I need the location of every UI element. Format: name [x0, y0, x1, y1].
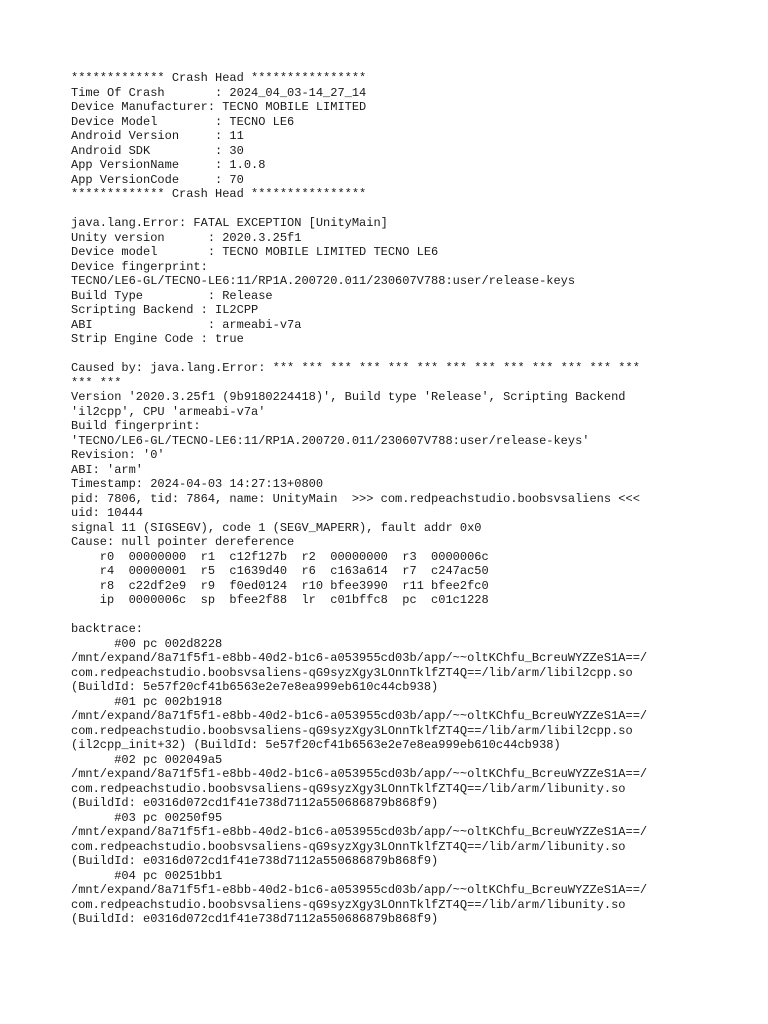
log-line: App VersionName : 1.0.8 — [71, 158, 266, 172]
log-line: #04 pc 00251bb1 — [71, 868, 223, 883]
log-line: ABI: 'arm' — [71, 462, 144, 477]
log-line: Device Manufacturer: TECNO MOBILE LIMITED — [71, 100, 367, 114]
log-line: 'il2cpp', CPU 'armeabi-v7a' — [71, 404, 266, 419]
log-line: java.lang.Error: FATAL EXCEPTION [UnityMain] — [71, 216, 388, 230]
log-line: com.redpeachstudio.boobsvsaliens-qG9syzXgy3LOnnTklfZT4Q==/lib/arm/libunity.so — [71, 781, 626, 796]
log-line: #00 pc 002d8228 — [71, 636, 223, 651]
log-line — [71, 202, 761, 217]
log-line: signal 11 (SIGSEGV), code 1 (SEGV_MAPERR), fault addr 0x0 — [71, 520, 482, 535]
log-line: Caused by: java.lang.Error: *** *** *** *** *** *** *** *** *** *** *** *** *** — [71, 361, 640, 375]
log-line: Scripting Backend : IL2CPP — [71, 303, 259, 317]
log-line: /mnt/expand/8a71f5f1-e8bb-40d2-b1c6-a053955cd03b/app/~~oltKChfu_BcreuWYZZeS1A==/ — [71, 883, 648, 897]
log-line: /mnt/expand/8a71f5f1-e8bb-40d2-b1c6-a053955cd03b/app/~~oltKChfu_BcreuWYZZeS1A==/ — [71, 709, 648, 723]
log-line: pid: 7806, tid: 7864, name: UnityMain >>> com.redpeachstudio.boobsvsaliens <<< — [71, 491, 640, 506]
log-line: Android Version : 11 — [71, 129, 244, 143]
crash-log-text — [71, 71, 761, 927]
log-line: r0 00000000 r1 c12f127b r2 00000000 r3 0000006c — [71, 549, 489, 564]
log-line: /mnt/expand/8a71f5f1-e8bb-40d2-b1c6-a053955cd03b/app/~~oltKChfu_BcreuWYZZeS1A==/ — [71, 767, 648, 781]
log-line: com.redpeachstudio.boobsvsaliens-qG9syzXgy3LOnnTklfZT4Q==/lib/arm/libil2cpp.so — [71, 723, 633, 738]
log-line: Build fingerprint: — [71, 419, 201, 433]
log-line: com.redpeachstudio.boobsvsaliens-qG9syzXgy3LOnnTklfZT4Q==/lib/arm/libunity.so — [71, 897, 626, 912]
log-line: (BuildId: e0316d072cd1f41e738d7112a550686879b868f9) — [71, 854, 439, 868]
log-line: uid: 10444 — [71, 506, 144, 520]
log-line: Time Of Crash : 2024_04_03-14_27_14 — [71, 85, 367, 100]
log-line: Timestamp: 2024-04-03 14:27:13+0800 — [71, 477, 324, 491]
log-line: com.redpeachstudio.boobsvsaliens-qG9syzXgy3LOnnTklfZT4Q==/lib/arm/libil2cpp.so — [71, 665, 633, 680]
log-line: Device Model : TECNO LE6 — [71, 114, 295, 129]
log-line: 'TECNO/LE6-GL/TECNO-LE6:11/RP1A.200720.011/230607V788:user/release-keys' — [71, 433, 590, 448]
log-line: App VersionCode : 70 — [71, 172, 244, 187]
log-line: r4 00000001 r5 c1639d40 r6 c163a614 r7 c247ac50 — [71, 564, 489, 578]
log-line: backtrace: — [71, 622, 144, 636]
log-line: r8 c22df2e9 r9 f0ed0124 r10 bfee3990 r11 bfee2fc0 — [71, 578, 489, 593]
log-line: ABI : armeabi-v7a — [71, 317, 302, 332]
log-line: ip 0000006c sp bfee2f88 lr c01bffc8 pc c01c1228 — [71, 593, 489, 607]
log-line: Strip Engine Code : true — [71, 332, 244, 346]
log-line: Build Type : Release — [71, 288, 273, 303]
log-line: Cause: null pointer dereference — [71, 535, 295, 549]
log-line: (il2cpp_init+32) (BuildId: 5e57f20cf41b6563e2e7e8ea999eb610c44cb938) — [71, 738, 561, 752]
log-line: TECNO/LE6-GL/TECNO-LE6:11/RP1A.200720.011/230607V788:user/release-keys — [71, 274, 576, 288]
log-line — [71, 347, 761, 362]
log-line: Version '2020.3.25f1 (9b9180224418)', Build type 'Release', Scripting Backend — [71, 390, 626, 404]
log-line: (BuildId: 5e57f20cf41b6563e2e7e8ea999eb610c44cb938) — [71, 680, 439, 694]
log-line: ************* Crash Head **************** — [71, 71, 367, 85]
log-line: *** *** — [71, 375, 122, 390]
log-line: Revision: '0' — [71, 448, 165, 462]
log-line — [71, 608, 761, 623]
log-line: /mnt/expand/8a71f5f1-e8bb-40d2-b1c6-a053955cd03b/app/~~oltKChfu_BcreuWYZZeS1A==/ — [71, 651, 648, 665]
log-line: Device model : TECNO MOBILE LIMITED TECNO LE6 — [71, 245, 439, 259]
log-line: #03 pc 00250f95 — [71, 810, 223, 825]
log-line: (BuildId: e0316d072cd1f41e738d7112a550686879b868f9) — [71, 912, 439, 926]
log-line: (BuildId: e0316d072cd1f41e738d7112a550686879b868f9) — [71, 796, 439, 810]
log-line: /mnt/expand/8a71f5f1-e8bb-40d2-b1c6-a053955cd03b/app/~~oltKChfu_BcreuWYZZeS1A==/ — [71, 825, 648, 839]
log-line: #01 pc 002b1918 — [71, 694, 223, 709]
log-line: com.redpeachstudio.boobsvsaliens-qG9syzXgy3LOnnTklfZT4Q==/lib/arm/libunity.so — [71, 839, 626, 854]
log-line: Device fingerprint: — [71, 259, 208, 274]
log-line: Unity version : 2020.3.25f1 — [71, 230, 302, 245]
log-line: ************* Crash Head **************** — [71, 187, 367, 201]
log-line: Android SDK : 30 — [71, 143, 244, 158]
log-line: #02 pc 002049a5 — [71, 752, 223, 767]
